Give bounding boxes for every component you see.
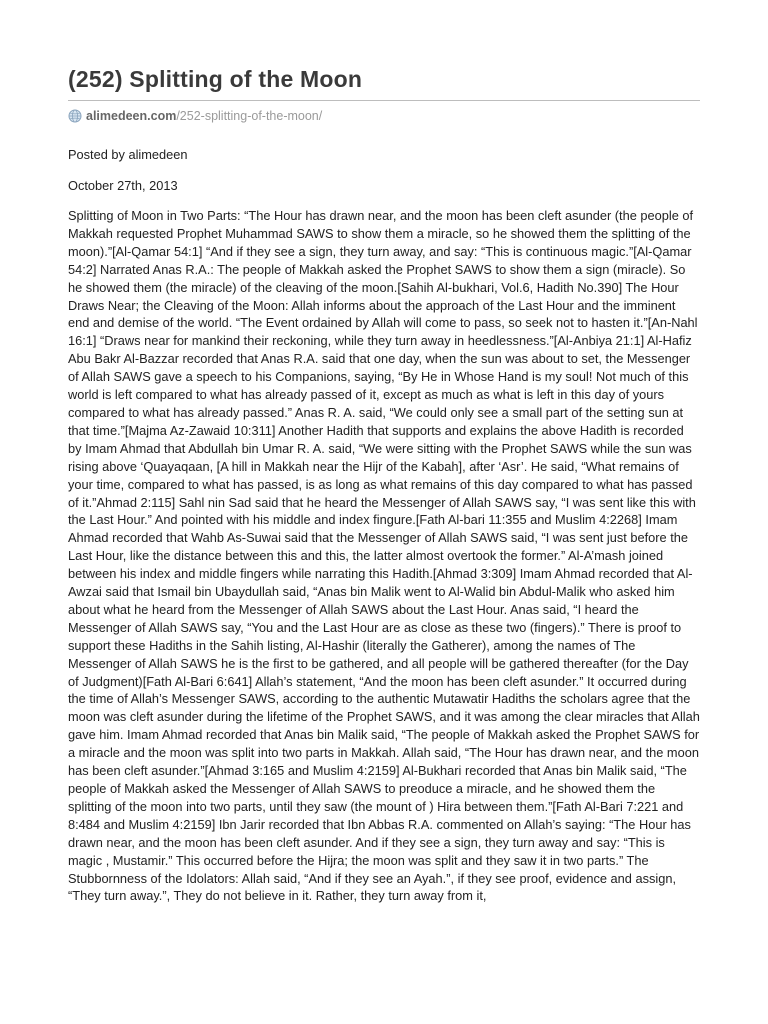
- title-divider: [68, 100, 700, 101]
- article: [68, 62, 700, 905]
- posted-by: Posted by alimedeen: [68, 147, 188, 162]
- source-domain[interactable]: alimedeen.com: [86, 109, 177, 123]
- article-body: Splitting of Moon in Two Parts: “The Hour has drawn near, and the moon has been cleft asunder (the people of Makkah requested Prophet Muhammad SAWS to show them a miracle, so he showed them the splitting of the moon).”[Al-Qamar 54:1] “And if they see a sign, they turn away, and say: “This is continuous magic.”[Al-Qamar 54:2] Narrated Anas R.A.: The people of Makkah asked the Prophet SAWS to show them a sign (miracle). So he showed them (the miracle) of the cleaving of the moon.[Sahih Al-bukhari, Vol.6, Hadith No.390] The Hour Draws Near; the Cleaving of the Moon: Allah informs about the approach of the Last Hour and the imminent end and demise of the world. “The Event ordained by Allah will come to pass, so seek not to hasten it.”[An-Nahl 16:1] “Draws near for mankind their reckoning, while they turn away in heedlessness.”[Al-Anbiya 21:1] Al-Hafiz Abu Bakr Al-Bazzar recorded that Anas R.A. said that one day, when the sun was about to set, the Messenger of Allah SAWS gave a speech to his Companions, saying, “By He in Whose Hand is my soul! Not much of this world is left compared to what has already passed of it, except as much as what is left in this day of yours compared to what has already passed.” Anas R. A. said, “We could only see a small part of the setting sun at that time.”[Majma Az-Zawaid 10:311] Another Hadith that supports and explains the above Hadith is recorded by Imam Ahmad that Abdullah bin Umar R. A. said, “We were sitting with the Prophet SAWS while the sun was rising above ‘Quayaqaan, [A hill in Makkah near the Hijr of the Kabah], after ‘Asr’. He said, “What remains of your time, compared to what has passed, is as long as what remains of this day compared to what has passed of it.”Ahmad 2:115] Sahl nin Sad said that he heard the Messenger of Allah SAWS say, “I was sent like this with the Last Hour.” And pointed with his middle and index fingure.[Fath Al-bari 11:355 and Muslim 4:2268] Imam Ahmad recorded that Wahb As-Suwai said that the Messenger of Allah SAWS said, “I was sent just before the Last Hour, like the distance between this and this, the latter almost overtook the former.” Al-A’mash joined between his index and middle fingers while narrating this Hadith.[Ahmad 3:309] Imam Ahmad recorded that Al-Awzai said that Ismail bin Ubaydullah said, “Anas bin Malik went to Al-Walid bin Abdul-Malik who asked him about what he heard from the Messenger of Allah SAWS about the Last Hour. Anas said, “I heard the Messenger of Allah SAWS say, “You and the Last Hour are as close as these two (fingers).” There is proof to support these Hadiths in the Sahih listing, Al-Hashir (literally the Gatherer), among the names of The Messenger of Allah SAWS he is the first to be gathered, and all people will be gathered thereafter (for the Day of Judgment)[Fath Al-Bari 6:641] Allah’s statement, “And the moon has been cleft asunder.” It occurred during the time of Allah’s Messenger SAWS, according to the authentic Mutawatir Hadiths the scholars agree that the moon was cleft asunder during the lifetime of the Prophet SAWS, and it was among the clear miracles that Allah gave him. Imam Ahmad recorded that Anas bin Malik said, “The people of Makkah asked the Prophet SAWS for a miracle and the moon was split into two parts in Makkah. Allah said, “The Hour has drawn near, and the moon has been cleft asunder.”[Ahmad 3:165 and Muslim 4:2159] Al-Bukhari recorded that Anas bin Malik said, “The people of Makkah asked the Messenger of Allah SAWS to preoduce a miracle, and he showed them the splitting of the moon into two parts, until they saw (the mount of ) Hira between them.”[Fath Al-Bari 7:221 and 8:484 and Muslim 4:2159] Ibn Jarir recorded that Ibn Abbas R.A. commented on Allah’s saying: “The Hour has drawn near, and the moon has been cleft asunder. And if they see a sign, they turn away and say: “This is magic , Mustamir.” This occurred before the Hijra; the moon was split and they saw it in two parts.” The Stubbornness of the Idolators: Allah said, “And if they see an Ayah.”, if they see proof, evidence and assign, “They turn away.”, They do not believe in it. Rather, they turn away from it,: [68, 208, 700, 904]
- source-link[interactable]: [68, 107, 700, 125]
- globe-icon: [68, 109, 82, 123]
- source-path[interactable]: /252-splitting-of-the-moon/: [176, 109, 323, 123]
- page-title: (252) Splitting of the Moon: [68, 66, 363, 92]
- post-date: October 27th, 2013: [68, 178, 178, 193]
